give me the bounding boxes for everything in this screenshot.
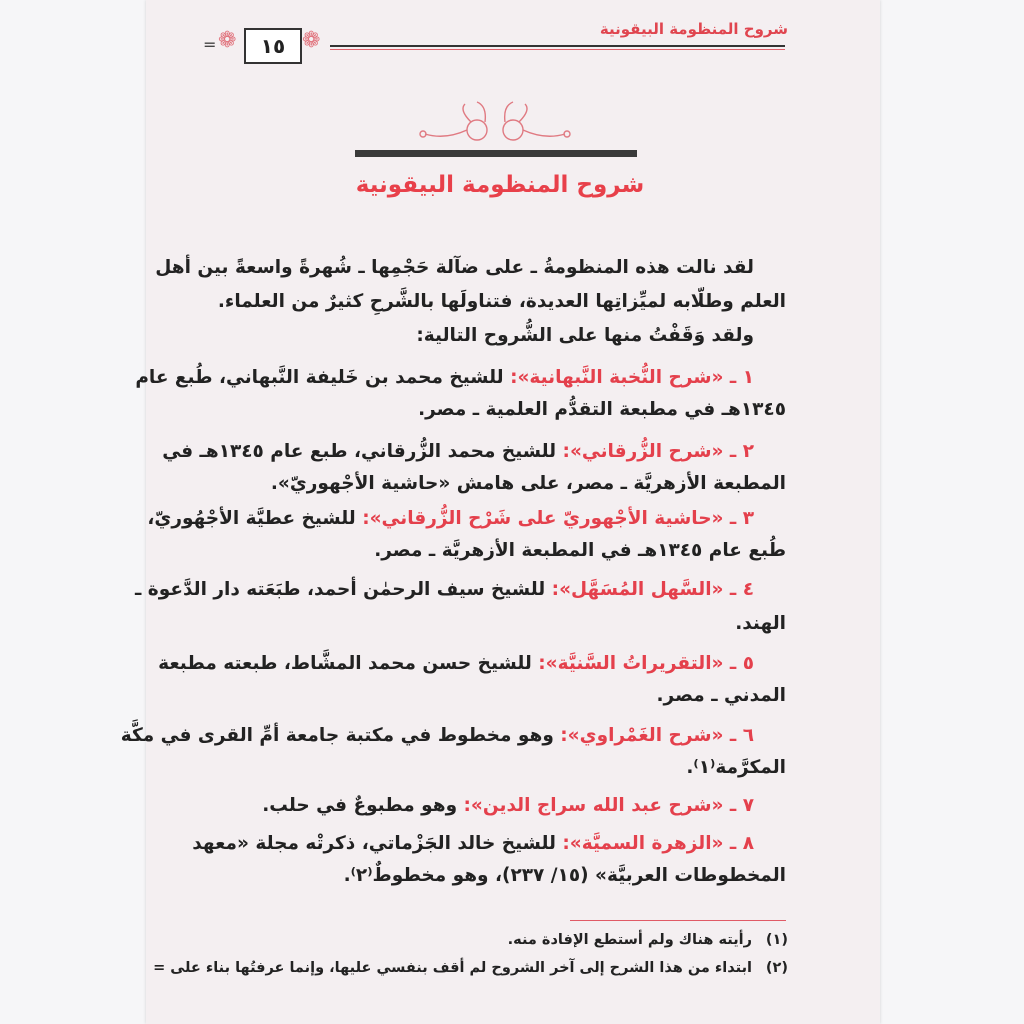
footnote-rule — [570, 920, 786, 921]
header-dash: = — [203, 35, 217, 54]
commentary-title: ٤ ـ «السَّهل المُسَهَّل»: — [551, 579, 754, 600]
line-text: للشيخ خالد الجَزْماتي، ذكرتْه مجلة «معهد — [192, 833, 563, 854]
line-text: للشيخ محمد الزُّرقاني، طبع عام ١٣٤٥هـ في — [162, 441, 563, 462]
line-text: وهو مخطوط في مكتبة جامعة أمِّ القرى في مكَّة — [120, 725, 561, 746]
line-text: طُبع عام ١٣٤٥هـ في المطبعة الأزهريَّة ـ مصر. — [374, 540, 786, 561]
line-text: لقد نالت هذه المنظومةُ ـ على ضآلة حَجْمِها ـ شُهرةً واسعةً بين أهل — [155, 257, 754, 278]
line-text: للشيخ حسن محمد المشَّاط، طبعته مطبعة — [158, 653, 539, 674]
header-rule-red — [330, 49, 785, 50]
line-text: العلم وطلّابه لميِّزاتِها العديدة، فتناولَها بالشَّرحِ كثيرٌ من العلماء. — [217, 291, 786, 312]
footnote — [222, 932, 788, 948]
footnote-text: ابتداء من هذا الشرح إلى آخر الشروح لم أقف بنفسي عليها، وإنما عرفتُها بناء على = — [153, 960, 752, 976]
commentary-title: ٨ ـ «الزهرة السميَّة»: — [562, 833, 754, 854]
commentary-title: ١ ـ «شرح النُّخبة النَّبهانية»: — [510, 367, 754, 388]
header-rule — [330, 45, 785, 47]
line-text: للشيخ محمد بن خَليفة النَّبهاني، طُبع عام — [135, 367, 511, 388]
line-text: وهو مطبوعٌ في حلب. — [262, 795, 464, 816]
ornament-icon: ❁ — [302, 28, 321, 53]
floral-ornament-icon — [415, 100, 575, 144]
line-text: الهند. — [735, 613, 786, 634]
commentary-title: ٣ ـ «حاشية الأجْهوريّ على شَرْح الزُّرقاني»: — [362, 508, 754, 529]
line-text: للشيخ عطيَّة الأجْهُوريّ، — [147, 508, 363, 529]
line-text: المطبعة الأزهريَّة ـ مصر، على هامش «حاشية الأجْهوريّ». — [270, 473, 786, 494]
running-title: شروح المنظومة البيقونية — [599, 20, 788, 38]
line-text: المدني ـ مصر. — [656, 685, 786, 706]
line-text: للشيخ سيف الرحمٰن أحمد، طبَعَته دار الدَّعوة ـ — [135, 579, 552, 600]
commentary-title: ٢ ـ «شرح الزُّرقاني»: — [562, 441, 754, 462]
ornament-icon: ❁ — [218, 28, 237, 53]
page-number: ١٥ — [244, 28, 302, 64]
title-bar — [355, 150, 637, 157]
commentary-title: ٦ ـ «شرح الغَمْراوي»: — [560, 725, 754, 746]
footnote-number: (٢) — [765, 960, 788, 976]
commentary-title: ٧ ـ «شرح عبد الله سراج الدين»: — [463, 795, 754, 816]
line-text: ١٣٤٥هـ في مطبعة التقدُّم العلمية ـ مصر. — [418, 399, 786, 420]
line-text: المخطوطات العربيَّة» (١٥/ ٢٣٧)، وهو مخطوطٌ⁽٢⁾. — [343, 865, 786, 886]
footnote — [153, 960, 788, 976]
line-text: ولقد وَقَفْتُ منها على الشُّروح التالية: — [416, 325, 754, 346]
footnote-number: (١) — [765, 932, 788, 948]
line-text: المكرَّمة⁽١⁾. — [686, 757, 786, 778]
section-title: شروح المنظومة البيقونية — [355, 172, 645, 198]
footnote-text: رأيته هناك ولم أستطع الإفادة منه. — [507, 932, 752, 948]
commentary-title: ٥ ـ «التقريراتُ السَّنيَّة»: — [538, 653, 754, 674]
